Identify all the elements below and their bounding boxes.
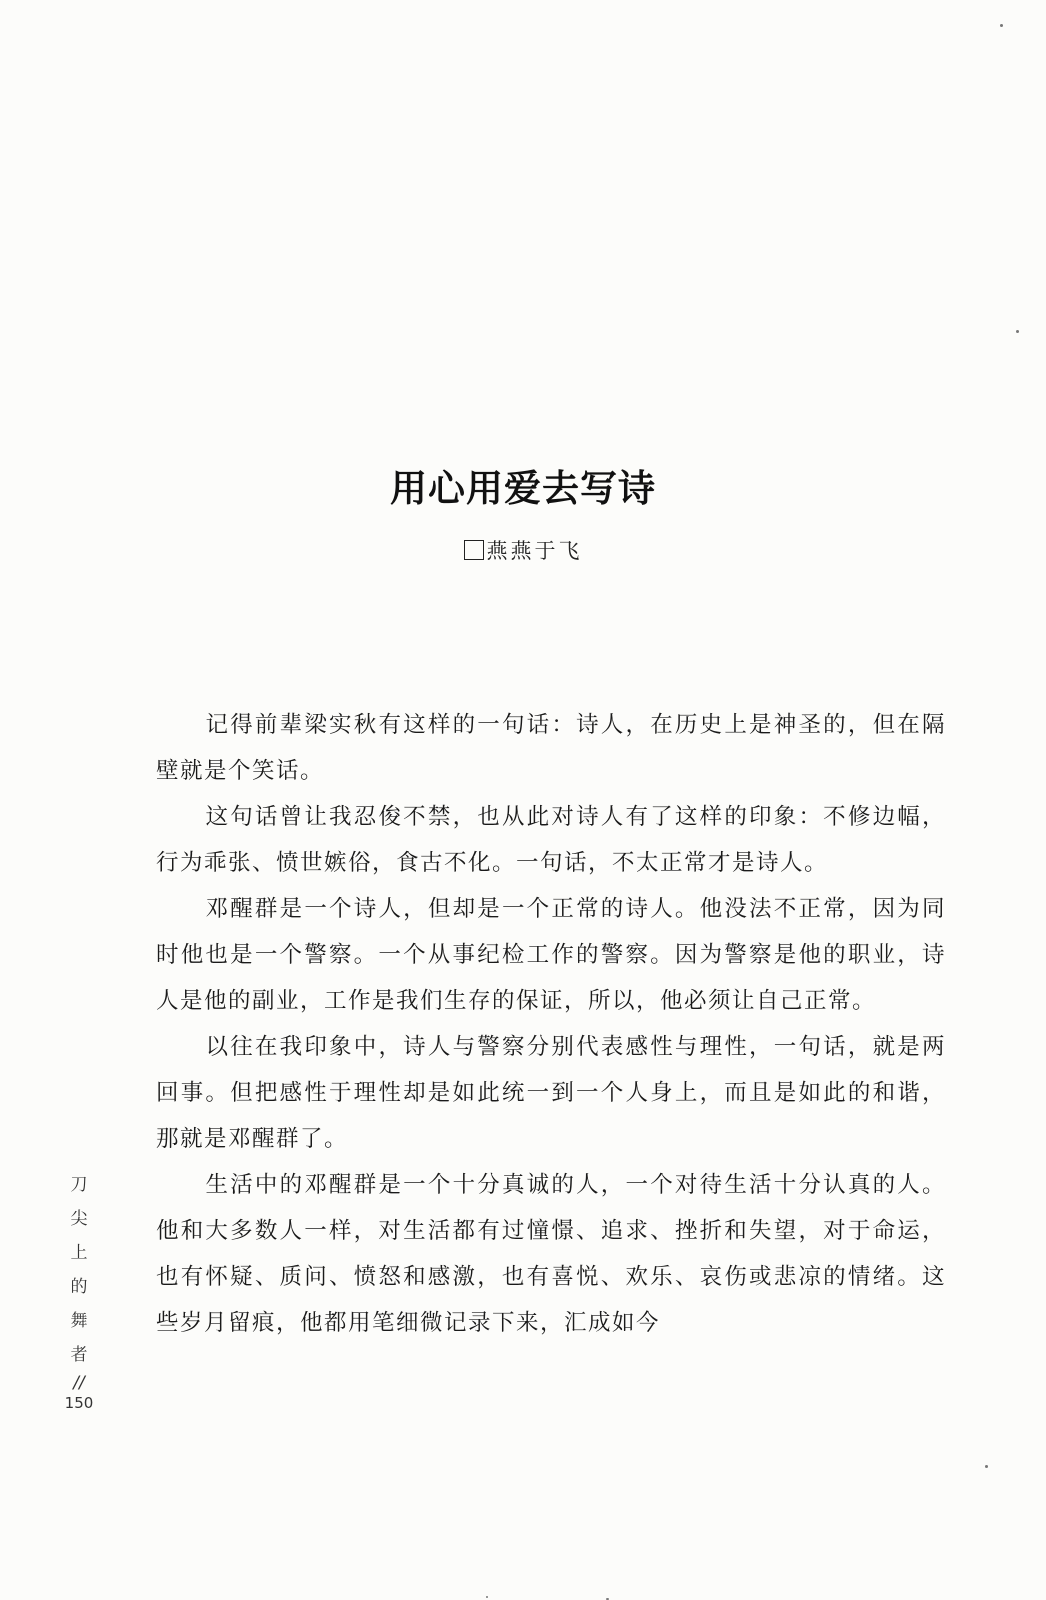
- side-title-char: 舞: [70, 1311, 88, 1331]
- author-name: 燕燕于飞: [486, 539, 583, 563]
- author-box-mark: [464, 540, 484, 560]
- scan-speck: [1016, 330, 1019, 333]
- article-title: 用心用爱去写诗: [390, 467, 656, 510]
- author-line: [0, 535, 1046, 565]
- article-body: [156, 702, 946, 1346]
- paragraph: 生活中的邓醒群是一个十分真诚的人，一个对待生活十分认真的人。他和大多数人一样，对生活都有过憧憬、追求、挫折和失望，对于命运，也有怀疑、质问、愤怒和感激，也有喜悦、欢乐、哀伤或悲凉的情绪。这些岁月留痕，他都用笔细微记录下来，汇成如今: [156, 1172, 946, 1336]
- paragraph: 这句话曾让我忍俊不禁，也从此对诗人有了这样的印象：不修边幅，行为乖张、愤世嫉俗，食古不化。一句话，不太正常才是诗人。: [156, 804, 946, 876]
- running-header-vertical: [64, 1168, 94, 1412]
- paragraph: 以往在我印象中，诗人与警察分别代表感性与理性，一句话，就是两回事。但把感性于理性却是如此统一到一个人身上，而且是如此的和谐，那就是邓醒群了。: [156, 1034, 946, 1152]
- side-separator: //: [73, 1373, 85, 1393]
- side-title-char: 刀: [70, 1175, 88, 1195]
- side-title-char: 者: [70, 1345, 88, 1365]
- page-number: 150: [64, 1394, 94, 1412]
- side-title-char: 上: [70, 1243, 88, 1263]
- scan-speck: [1000, 24, 1003, 27]
- side-title-char: 的: [70, 1277, 88, 1297]
- scan-speck: [486, 1596, 488, 1598]
- paragraph: 邓醒群是一个诗人，但却是一个正常的诗人。他没法不正常，因为同时他也是一个警察。一个从事纪检工作的警察。因为警察是他的职业，诗人是他的副业，工作是我们生存的保证，所以，他必须让自己正常。: [156, 896, 946, 1014]
- scan-speck: [985, 1465, 988, 1468]
- paragraph: 记得前辈梁实秋有这样的一句话：诗人，在历史上是神圣的，但在隔壁就是个笑话。: [156, 712, 946, 784]
- side-title-char: 尖: [70, 1209, 88, 1229]
